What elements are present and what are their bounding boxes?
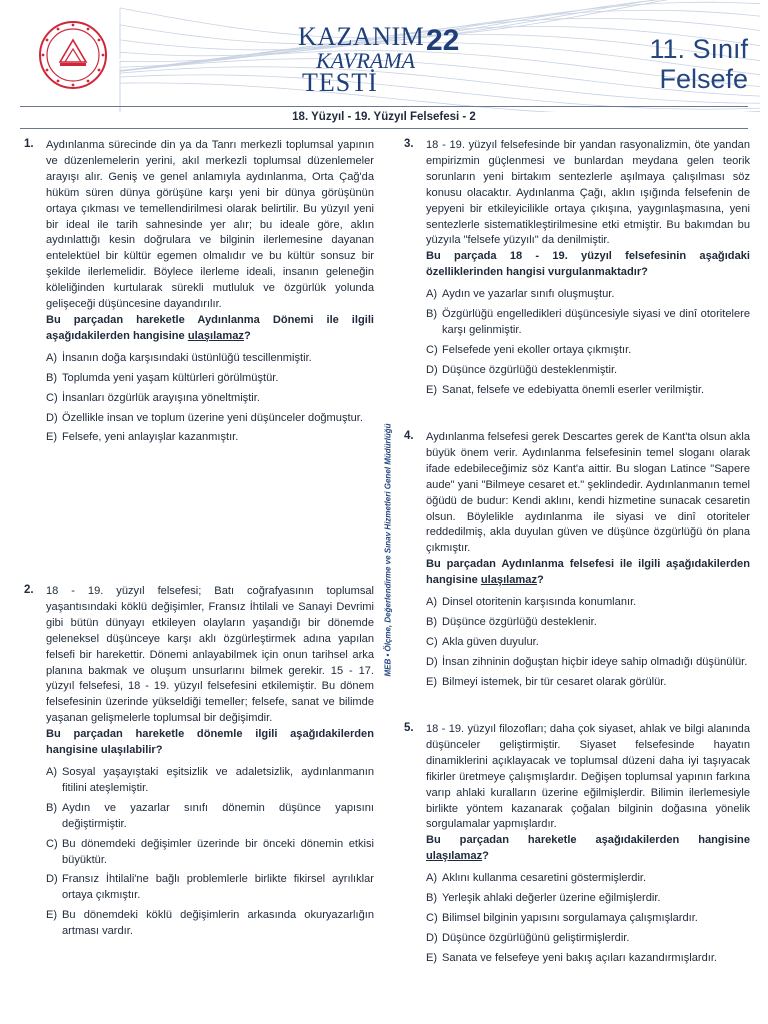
answer-option-text: Sosyal yaşayıştaki eşitsizlik ve adaletsizlik, aydınlanmanın fitilini ateşlemiştir. [62,765,374,794]
question-number: 5. [404,722,414,734]
answer-option-letter: D) [46,873,58,886]
question-number: 4. [404,430,414,442]
question-prompt [46,313,374,345]
answer-option-letter: E) [426,675,438,688]
answer-option-text: İnsanları özgürlük arayışına yöneltmiştir. [62,391,260,404]
answer-option-letter: E) [46,431,58,444]
answer-option-text: İnsanın doğa karşısındaki üstünlüğü tescillenmiştir. [62,351,312,364]
answer-option-text: Aklını kullanma cesaretini göstermişlerdir. [442,872,647,885]
answer-option-text: Bilimsel bilginin yapısını sorgulamaya çalışmışlardır. [442,911,698,924]
question-1 [24,138,374,450]
answer-option-text: Bilmeyi istemek, bir tür cesaret olarak görülür. [442,675,667,688]
answer-option-text: Aydın ve yazarlar sınıfı oluşmuştur. [442,288,615,301]
question-5 [404,722,750,971]
answer-option-text: Sanata ve felsefeye yeni bakış açıları kazandırmışlardır. [442,951,718,964]
answer-option-letter: A) [46,351,58,364]
question-prompt-underlined: ulaşılamaz [187,329,244,342]
answer-option-text: Özellikle insan ve toplum üzerine yeni düşünceler doğmuştur. [62,411,363,424]
answer-option[interactable] [426,675,750,691]
question-prompt-underlined: ulaşılamaz [426,850,483,863]
answer-option-text: Fransız İhtilali'ne bağlı problemlerle birlikte fikirsel ayrılıklar ortaya çıkmıştır. [62,873,374,902]
question-prompt-text: Bu parçadan hareketle aşağıdakilerden hangisine [426,834,750,847]
answer-options [46,351,374,447]
answer-option-text: Özgürlüğü engelledikleri düşüncesiyle siyasi ve dinî otoritelere karşı gelinmiştir. [442,308,750,336]
answer-option-text: Felsefede yeni ekoller ortaya çıkmıştır. [442,343,632,356]
answer-options [426,871,750,967]
question-prompt-end: ? [482,850,489,863]
header-rule-bottom [20,128,748,129]
question-3 [404,138,750,403]
logo-line-1: KAZANIM [298,22,425,51]
answer-options [426,595,750,691]
answer-option-letter: C) [46,837,58,850]
question-prompt-text: Bu parçada 18 - 19. yüzyıl felsefesinin aşağıdaki özelliklerinden hangisi vurgulanmaktadır? [426,250,750,279]
kazanim-kavrama-testi-logo [298,18,488,98]
answer-option-text: Düşünce özgürlüğünü geliştirmişlerdir. [442,931,630,944]
answer-option[interactable] [46,908,374,940]
question-passage: Aydınlanma sürecinde din ya da Tanrı merkezli toplumsal yapının ve düzenlemelerin yerini, akıl merkezli toplumsal düzenlemeler arayışı alır. Geniş ve genel anlamıyla aydınlanma, Orta Çağ'da hüküm süren dünya görüşüne karşı yeni bir dünya görüşünün ortaya çıkması ve temellendirilmesi olarak belirtilir. Bu yüzyıl yeni bir ideal ile tarih sahnesinde yer alır; bu ideale göre, aklın aydınlattığı kesin doğrulara ve bilginin ilerlemesine dayanan entelektüel bir kültür egemen olmalıdır ve bu kültür sonsuz bir şekilde ilerlemelidir. Böylece ilerleme ideali, insanın geleneğin köleliğinden kurtularak sürekli mutluluk ve özgürlük yolunda gelişeceği düşüncesine dayandırılır. [46,139,374,311]
answer-option[interactable] [46,837,374,869]
answer-option[interactable] [426,635,750,651]
answer-option-letter: C) [426,911,438,924]
answer-option-text: Felsefe, yeni anlayışlar kazanmıştır. [62,431,239,444]
question-prompt [46,727,374,759]
answer-option-text: Toplumda yeni yaşam kültürleri görülmüştür. [62,371,279,384]
answer-option-letter: A) [426,596,438,609]
answer-option[interactable] [46,411,374,427]
answer-option[interactable] [46,872,374,904]
answer-option-letter: C) [46,391,58,404]
answer-option[interactable] [426,911,750,927]
publisher-sidebar [378,380,398,720]
answer-option[interactable] [46,391,374,407]
answer-option-text: Akla güven duyulur. [442,635,539,648]
answer-option[interactable] [46,765,374,797]
answer-option[interactable] [426,287,750,303]
publisher-sidebar-text: MEB • Ölçme, Değerlendirme ve Sınav Hizmetleri Genel Müdürlüğü [383,423,393,677]
question-prompt-text: Bu parçadan hareketle dönemle ilgili aşağıdakilerden hangisine ulaşılabilir? [46,728,374,757]
answer-option[interactable] [426,871,750,887]
answer-option-letter: B) [426,892,438,905]
answer-option[interactable] [426,951,750,967]
answer-option[interactable] [426,891,750,907]
answer-option-letter: D) [426,655,438,668]
answer-option[interactable] [426,595,750,611]
answer-option-letter: B) [426,615,438,628]
answer-option-letter: A) [426,288,438,301]
answer-option[interactable] [46,430,374,446]
question-prompt [426,249,750,281]
question-passage: Aydınlanma felsefesi gerek Descartes gerek de Kant'ta olsun akla büyük önem verir. Aydınlanma felsefesinin temel sloganı olarak ifade edebileceğimiz söz Kant'a aittir. Bu slogan Latince "Sapere aude" yani "Bilmeye cesaret et." şeklindedir. Aydınlanmanın temel öğüdü de budur: Kendi aklını, kendi hizmetine sunacak cesaretin olsun. Böylelikle aydınlanma ile siyasi ve dinî otoriteler reddedilmiş, akla duyulan güven ve düşünce özgürlüğü ön plana çıkmıştır. [426,431,750,555]
question-2 [24,584,374,944]
question-prompt-underlined: ulaşılamaz [480,574,537,587]
answer-option[interactable] [46,371,374,387]
header-rule-top [20,106,748,107]
grade-label: 11. Sınıf [649,34,748,64]
question-prompt-text: Bu parçadan hareketle Aydınlanma Dönemi ile ilgili aşağıdakilerden hangisine [46,313,374,342]
question-passage: 18 - 19. yüzyıl filozofları; daha çok siyaset, ahlak ve bilgi alanında düşünceler geliştirmiştir. Siyaset felsefesinde hayatın dinamiklerini açıklayacak ve toplumsal düzeni daha iyi taşıyacak fikirler üretmeye çalışmışlardır. Değişen toplumsal yapının farkına varıp ahlaki kuralların üzerine eğilmişlerdir. Bilimin ilerlemesiyle birlikte yöntem kazanarak çoğalan bilginin doğasına yönelik sorgulamalar yapmışlardır. [426,723,750,831]
answer-option[interactable] [426,931,750,947]
answer-option[interactable] [46,351,374,367]
answer-option[interactable] [426,615,750,631]
answer-option-text: Bu dönemdeki değişimler üzerinde bir önceki dönemin etkisi büyüktür. [62,837,374,866]
answer-option-letter: E) [426,383,438,396]
answer-option[interactable] [426,383,750,399]
answer-option-text: Düşünce özgürlüğü desteklenmiştir. [442,363,618,376]
answer-options [46,765,374,940]
answer-option-letter: A) [46,765,58,778]
answer-option-letter: D) [46,411,58,424]
question-number: 1. [24,138,34,150]
question-number: 3. [404,138,414,150]
subject-label: Felsefe [659,64,748,94]
logo-line-3: TESTİ [302,68,378,97]
answer-option-text: İnsan zihninin doğuştan hiçbir ideye sahip olmadığı düşünülür. [442,655,748,668]
answer-option-text: Dinsel otoritenin karşısında konumlanır. [442,596,637,609]
answer-option-letter: B) [46,801,58,814]
answer-option-letter: C) [426,343,438,356]
answer-option-letter: B) [426,308,438,321]
answer-option-letter: A) [426,872,438,885]
answer-option[interactable] [46,801,374,833]
answer-options [426,287,750,398]
answer-option-text: Düşünce özgürlüğü desteklenir. [442,615,597,628]
answer-option-letter: D) [426,931,438,944]
answer-option-text: Aydın ve yazarlar sınıfı dönemin düşünce yapısını değiştirmiştir. [62,801,374,830]
page-subtitle: 18. Yüzyıl - 19. Yüzyıl Felsefesi - 2 [292,111,476,123]
question-4 [404,430,750,695]
question-passage: 18 - 19. yüzyıl felsefesi; Batı coğrafyasının toplumsal yaşantısındaki köklü değişimler, Fransız İhtilali ve Sanayi Devrimi gibi bütün dünyayı etkileyen olayların yaşandığı bir dönemde geleneksel düşünceye karşı aklı özgürleştirmek adına yapılan felsefi bir harekettir. Dönemi anlayabilmek için onun tarihsel arka planına bakmak ve oluşum unsurlarını bilmek gerekir. 15 - 17. yüzyıl felsefesi, 18 - 19. yüzyıl felsefesini etkilemiştir. Bu dönem felsefesinin üzerinde yükseldiği temeller; felsefe, sanat ve bilimde yaşanan gelişmelerle toplumsal bir değişimdir. [46,585,374,725]
question-passage: 18 - 19. yüzyıl felsefesinde bir yandan rasyonalizmin, öte yandan empirizmin güçlenmesi ve bunlardan meydana gelen teorik sorunların yeni birtakım sentezlerle aşılmaya çalışılması söz konusu olacaktır. Aydınlanma Çağı, aklın ışığında felsefenin de yepyeni bir etkileyicilikle ortaya çıkışına, yaygınlaşmasına, yeni sentezlerle sistematikleştirilmesine etki etmiştir. Bu bakımdan bu yüzyıla "felsefe yüzyılı" da denilmiştir. [426,139,750,247]
answer-option-letter: E) [426,951,438,964]
answer-option[interactable] [426,655,750,671]
answer-option-letter: C) [426,635,438,648]
question-prompt-end: ? [243,329,251,342]
answer-option-text: Bu dönemdeki köklü değişimlerin arkasında okuryazarlığın artması vardır. [62,909,374,938]
answer-option-letter: E) [46,909,58,922]
question-number: 2. [24,584,34,596]
ministry-seal-icon [38,20,108,90]
answer-option[interactable] [426,307,750,339]
question-prompt [426,557,750,589]
question-prompt-text: Bu parçadan Aydınlanma felsefesi ile ilgili aşağıdakilerden hangisine [426,558,750,587]
test-number: 22 [426,24,460,57]
answer-option-text: Sanat, felsefe ve edebiyatta önemli eserler verilmiştir. [442,383,705,396]
logo-line-2: KAVRAMA [316,48,416,73]
grade-subject-block [649,34,748,94]
answer-option[interactable] [426,363,750,379]
answer-option[interactable] [426,343,750,359]
answer-option-letter: D) [426,363,438,376]
question-prompt [426,833,750,865]
answer-option-letter: B) [46,371,58,384]
question-prompt-end: ? [537,574,544,587]
answer-option-text: Yerleşik ahlaki değerler üzerine eğilmişlerdir. [442,892,661,905]
